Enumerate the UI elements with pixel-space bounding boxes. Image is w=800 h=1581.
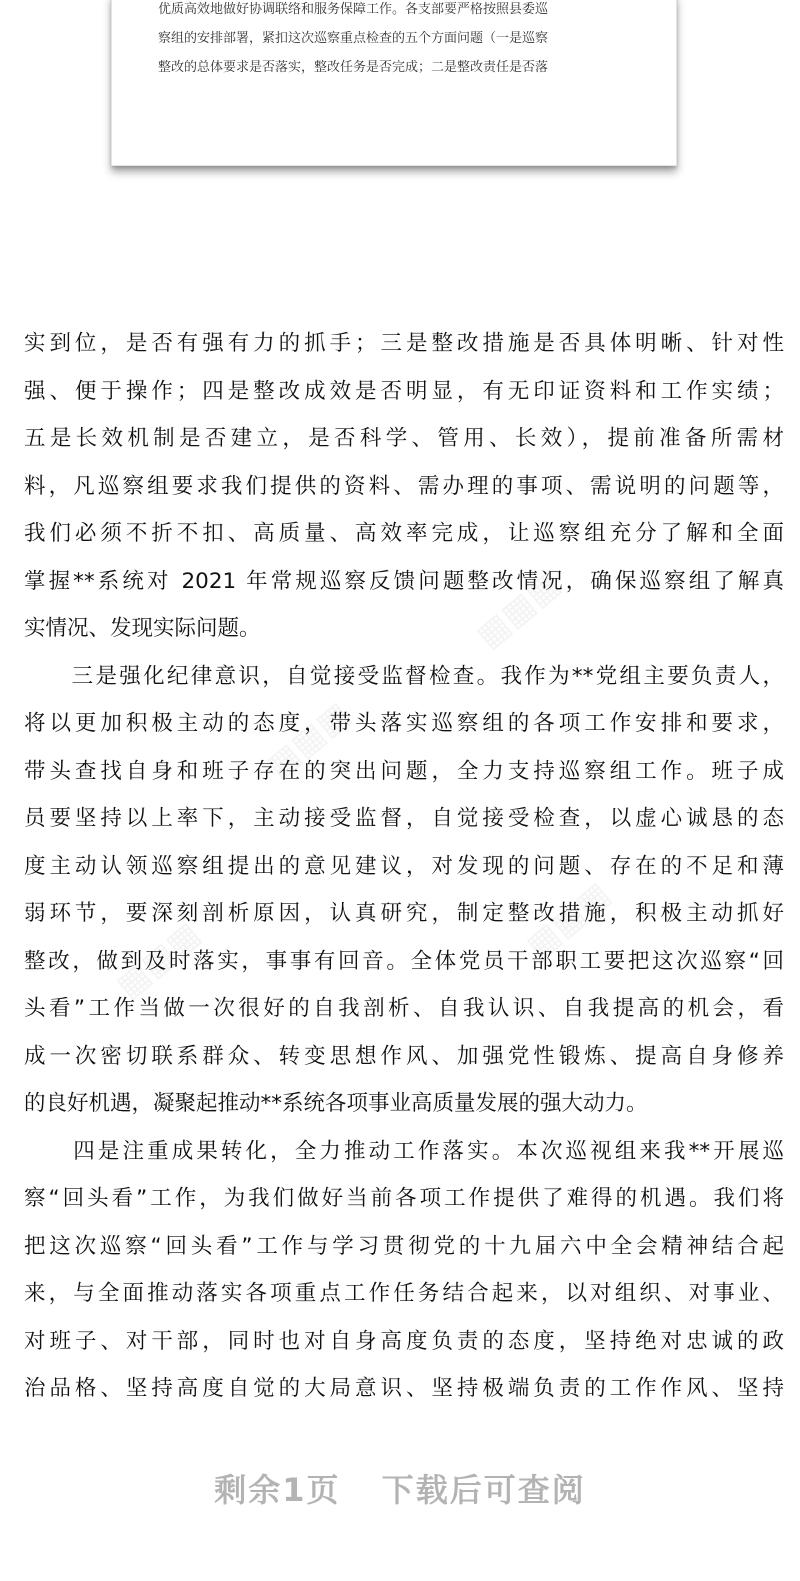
preview-text [158, 0, 638, 82]
body-line: 治品格、坚持高度自觉的大局意识、坚持极端负责的工作作风、坚持 [24, 1376, 784, 1401]
body-line: 度主动认领巡察组提出的意见建议，对发现的问题、存在的不足和薄 [24, 853, 784, 879]
body-line: 来，与全面推动落实各项重点工作任务结合起来，以对组织、对事业、 [24, 1281, 784, 1306]
body-line: 四是注重成果转化，全力推动工作落实。本次巡视组来我**开展巡 [24, 1138, 784, 1164]
document-body [24, 320, 784, 1413]
body-line: 实情况、发现实际问题。 [24, 616, 261, 641]
body-line: 成一次密切联系群众、转变思想作风、加强党性锻炼、提高自身修养 [24, 1043, 784, 1069]
preview-line: 察组的安排部署，紧扣这次巡察重点检查的五个方面问题（一是巡察 [158, 31, 549, 46]
body-line: 掌握**系统对 2021 年常规巡察反馈问题整改情况，确保巡察组了解真 [24, 568, 784, 594]
body-line: 将以更加积极主动的态度，带头落实巡察组的各项工作安排和要求， [24, 711, 784, 736]
body-line: 五是长效机制是否建立，是否科学、管用、长效），提前准备所需材 [24, 426, 784, 451]
body-line: 实到位，是否有强有力的抓手；三是整改措施是否具体明晰、针对性 [24, 331, 784, 356]
body-line: 头看”工作当做一次很好的自我剖析、自我认识、自我提高的机会，看 [24, 996, 784, 1021]
body-line: 把这次巡察“回头看”工作与学习贯彻党的十九届六中全会精神结合起 [24, 1233, 784, 1259]
body-line: 我们必须不折不扣、高质量、高效率完成，让巡察组充分了解和全面 [24, 521, 784, 546]
download-hint-text: 下载后可查阅 [381, 1471, 586, 1509]
download-prompt[interactable] [0, 1465, 800, 1511]
body-line: 三是强化纪律意识，自觉接受监督检查。我作为**党组主要负责人， [24, 663, 784, 689]
body-line: 弱环节，要深刻剖析原因，认真研究，制定整改措施，积极主动抓好 [24, 901, 784, 926]
body-line: 对班子、对干部，同时也对自身高度负责的态度，坚持绝对忠诚的政 [24, 1328, 784, 1354]
body-line: 强、便于操作；四是整改成效是否明显，有无印证资料和工作实绩； [24, 378, 784, 404]
body-line: 察“回头看”工作，为我们做好当前各项工作提供了难得的机遇。我们将 [24, 1186, 784, 1211]
body-line: 整改，做到及时落实，事事有回音。全体党员干部职工要把这次巡察“回 [24, 948, 784, 974]
remaining-pages-text: 剩余1页 [214, 1471, 341, 1509]
body-line: 带头查找自身和班子存在的突出问题，全力支持巡察组工作。班子成 [24, 758, 784, 784]
body-line: 的良好机遇，凝聚起推动**系统各项事业高质量发展的强大动力。 [24, 1091, 648, 1116]
preview-line: 整改的总体要求是否落实，整改任务是否完成；二是整改责任是否落 [158, 60, 549, 75]
preview-card [111, 0, 677, 166]
body-line: 料，凡巡察组要求我们提供的资料、需办理的事项、需说明的问题等， [24, 473, 784, 499]
body-line: 员要坚持以上率下，主动接受监督，自觉接受检查，以虚心诚恳的态 [24, 806, 784, 831]
preview-line: 优质高效地做好协调联络和服务保障工作。各支部要严格按照县委巡 [158, 2, 549, 17]
